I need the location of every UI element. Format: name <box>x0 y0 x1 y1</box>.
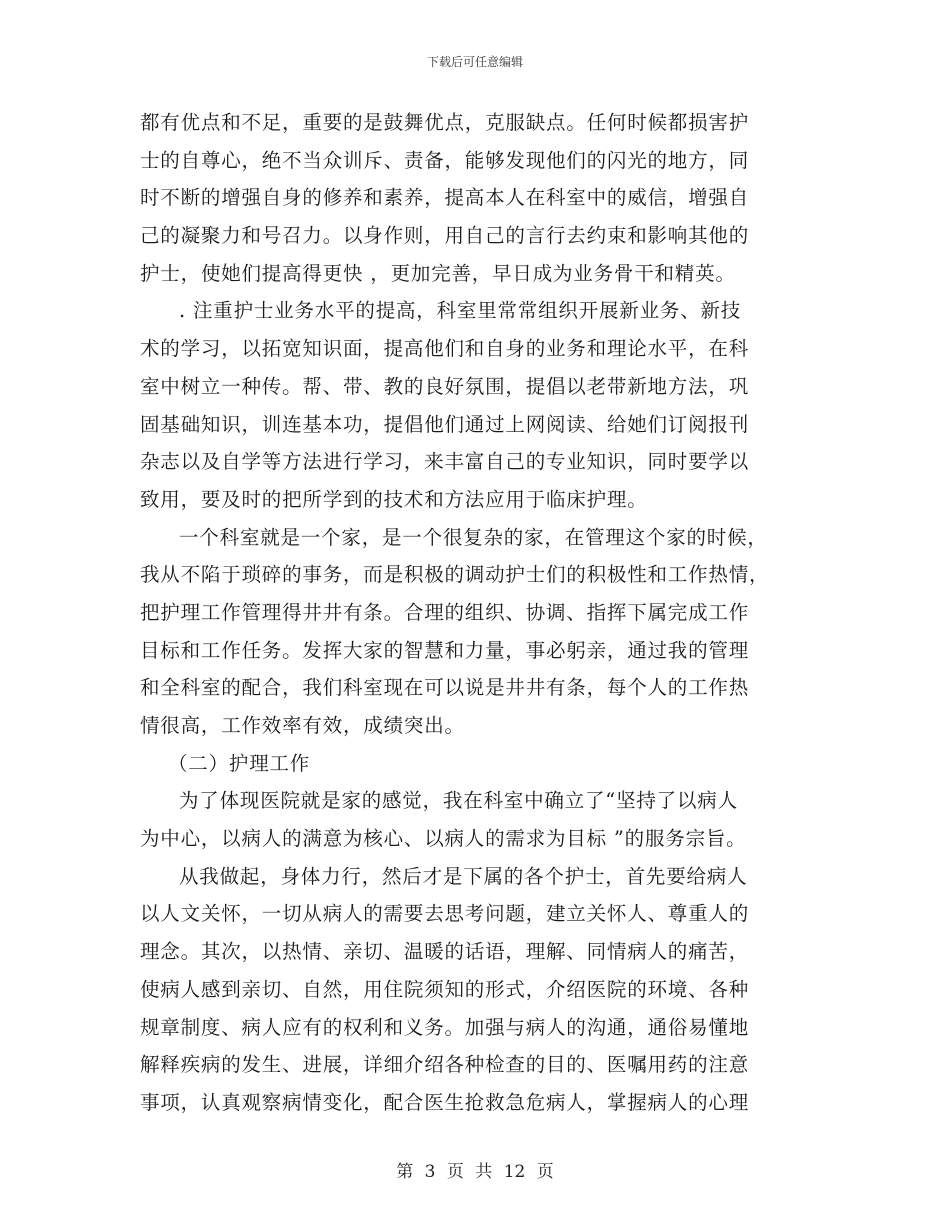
text-line: 解释疾病的发生、进展，详细介绍各种检查的目的、医嘱用药的注意 <box>140 1053 750 1077</box>
text-line: 致用，要及时的把所学到的技术和方法应用于临床护理。 <box>140 487 648 511</box>
text-line: 情很高，工作效率有效，成绩突出。 <box>140 714 465 737</box>
text-line: 把护理工作管理得井井有条。合理的组织、协调、指挥下属完成工作 <box>140 600 750 624</box>
text-line: 从我做起，身体力行，然后才是下属的各个护士，首先要给病人 <box>179 864 748 888</box>
text-line: （二）护理工作 <box>168 751 311 775</box>
text-line: 己的凝聚力和号召力。以身作则，用自己的言行去约束和影响其他的 <box>140 224 750 248</box>
text-line: 护士，使她们提高得更快 ，更加完善，早日成为业务骨干和精英。 <box>140 261 736 285</box>
text-line: 时不断的增强自身的修养和素养，提高本人在科室中的威信，增强自 <box>140 186 750 210</box>
text-line: 我从不陷于琐碎的事务，而是积极的调动护士们的积极性和工作热情， <box>140 563 770 587</box>
text-line: 以人文关怀，一切从病人的需要去思考问题，建立关怀人、尊重人的 <box>140 902 750 926</box>
text-line: 为了体现医院就是家的感觉，我在科室中确立了“坚持了以病人 <box>179 789 738 813</box>
text-line: 术的学习，以拓宽知识面，提高他们和自身的业务和理论水平，在科 <box>140 337 750 361</box>
text-line: 都有优点和不足，重要的是鼓舞优点，克服缺点。任何时候都损害护 <box>140 111 750 134</box>
text-line: 固基础知识，训连基本功，提倡他们通过上网阅读、给她们订阅报刊 <box>140 412 750 436</box>
text-line: 杂志以及自学等方法进行学习，来丰富自己的专业知识，同时要学以 <box>140 450 750 474</box>
text-line: 和全科室的配合，我们科室现在可以说是井井有条，每个人的工作热 <box>140 676 750 700</box>
text-line: 目标和工作任务。发挥大家的智慧和力量，事必躬亲，通过我的管理 <box>140 638 750 662</box>
page-header: 下载后可任意编辑 <box>426 55 523 69</box>
text-line: 为中心，以病人的满意为核心、以病人的需求为目标 ”的服务宗旨。 <box>140 827 747 851</box>
text-line: 一个科室就是一个家，是一个很复杂的家，在管理这个家的时候， <box>179 525 768 549</box>
text-line: 使病人感到亲切、自然，用住院须知的形式，介绍医院的环境、各种 <box>140 977 750 1001</box>
text-line: 规章制度、病人应有的权利和义务。加强与病人的沟通，通俗易懂地 <box>140 1015 750 1039</box>
text-line: 事项，认真观察病情变化，配合医生抢救急危病人，掌握病人的心理 <box>140 1090 750 1114</box>
text-line: 室中树立一种传。帮、带、教的良好氛围，提倡以老带新地方法，巩 <box>140 374 750 398</box>
page-footer: 第 3 页 共 12 页 <box>396 1162 554 1182</box>
text-line: 士的自尊心，绝不当众训斥、责备，能够发现他们的闪光的地方，同 <box>140 148 750 172</box>
text-line: . 注重护士业务水平的提高，科室里常常组织开展新业务、新技 <box>179 299 742 323</box>
text-line: 理念。其次，以热情、亲切、温暖的话语，理解、同情病人的痛苦， <box>140 940 750 964</box>
document-body <box>140 104 800 1122</box>
